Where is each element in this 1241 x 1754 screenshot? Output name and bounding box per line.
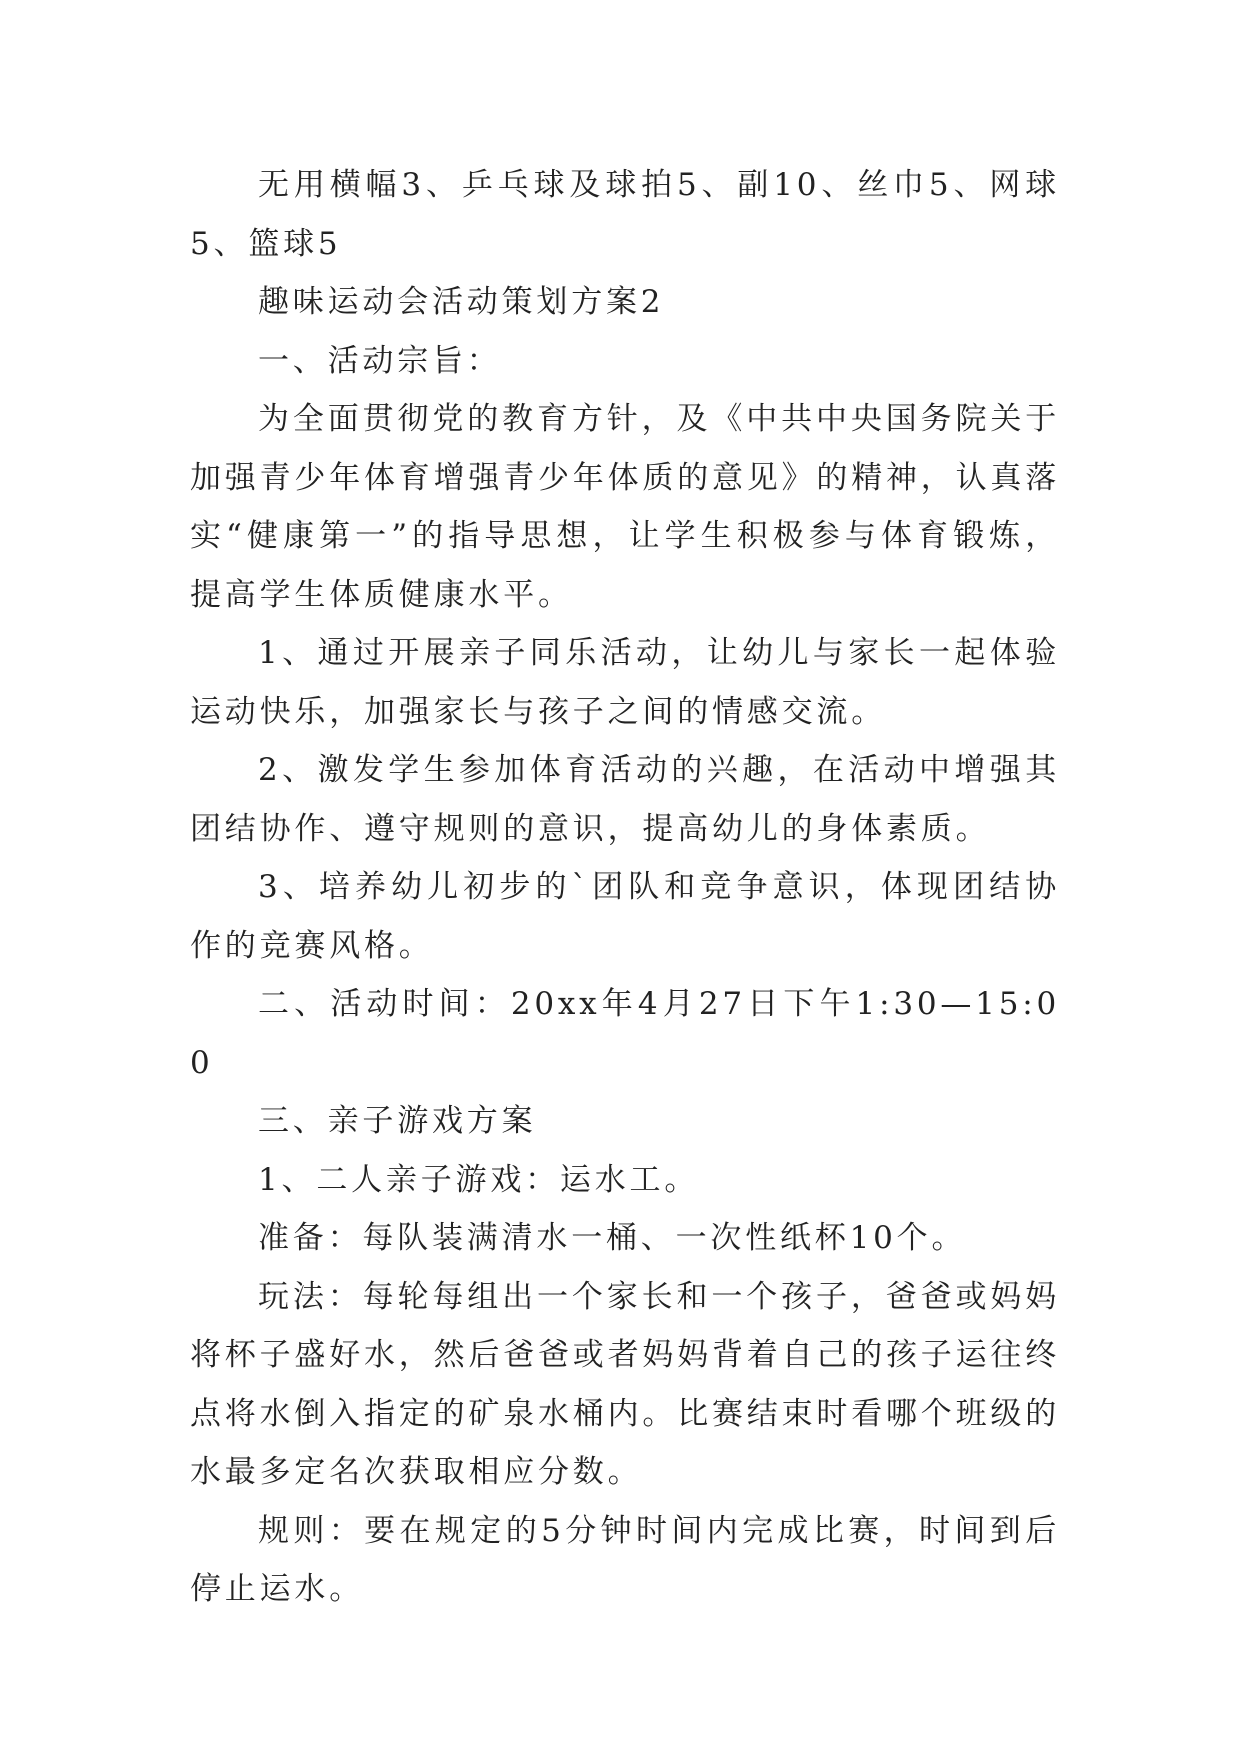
paragraph-equipment-list: 无用横幅3、乒乓球及球拍5、副10、丝巾5、网球5、篮球5 [190, 167, 1060, 262]
game-preparation: 准备：每队装满清水一桶、一次性纸杯10个。 [258, 1220, 967, 1256]
game-rules-limit: 规则：要在规定的5分钟时间内完成比赛，时间到后停止运水。 [190, 1512, 1060, 1607]
list-item-goal-2: 2、激发学生参加体育活动的兴趣，在活动中增强其团结协作、遵守规则的意识，提高幼儿的身体素质。 [190, 752, 1060, 847]
game-title: 1、二人亲子游戏：运水工。 [258, 1161, 700, 1198]
section-title: 趣味运动会活动策划方案2 [258, 284, 665, 320]
document-page [190, 156, 1060, 1619]
heading-time: 二、活动时间：20xx年4月27日下午1:30—15:00 [190, 986, 1060, 1081]
heading-game-plan: 三、亲子游戏方案 [258, 1103, 537, 1139]
list-item-goal-3: 3、培养幼儿初步的`团队和竞争意识，体现团结协作的竞赛风格。 [190, 869, 1060, 964]
paragraph-purpose: 为全面贯彻党的教育方针，及《中共中央国务院关于加强青少年体育增强青少年体质的意见》的精神，认真落实“健康第一”的指导思想，让学生积极参与体育锻炼，提高学生体质健康水平。 [190, 401, 1060, 613]
game-rules-play: 玩法：每轮每组出一个家长和一个孩子，爸爸或妈妈将杯子盛好水，然后爸爸或者妈妈背着自己的孩子运往终点将水倒入指定的矿泉水桶内。比赛结束时看哪个班级的水最多定名次获取相应分数。 [190, 1278, 1060, 1490]
list-item-goal-1: 1、通过开展亲子同乐活动，让幼儿与家长一起体验运动快乐，加强家长与孩子之间的情感交流。 [190, 635, 1060, 730]
heading-purpose: 一、活动宗旨： [258, 342, 502, 379]
